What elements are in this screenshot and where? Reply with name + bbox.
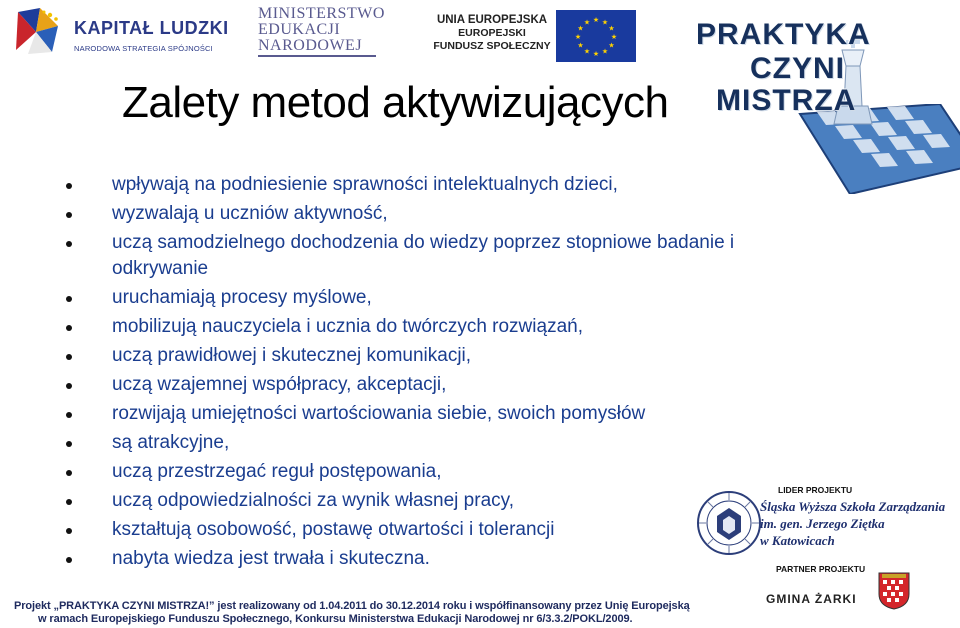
lider-university-name [760,498,945,549]
bullet-item [0,230,792,282]
bullet-list [0,172,792,575]
gmina-coat-of-arms-icon [878,572,910,610]
svg-text:★: ★ [577,41,584,50]
kapital-ludzki-title: KAPITAŁ LUDZKI [74,18,229,38]
ministerstwo-line1: MINISTERSTWO [258,5,385,22]
unia-line1: UNIA EUROPEJSKA [436,14,548,26]
lider-name-line2: im. gen. Jerzego Ziętka [760,516,885,531]
lider-projektu-label: LIDER PROJEKTU [778,485,853,495]
bullet-text: kształtują osobowość, postawę otwartości i tolerancji [112,519,555,540]
ministerstwo-edukacji-logo [258,6,398,60]
bullet-text: uczą samodzielnego dochodzenia do wiedzy poprzez stopniowe badanie i odkrywanie [112,232,735,279]
bullet-dot-icon [66,241,72,247]
bullet-text: uczą wzajemnej współpracy, akceptacji, [112,374,447,395]
bullet-item [0,459,792,485]
svg-text:★: ★ [583,18,591,27]
unia-line2: EUROPEJSKI [458,27,526,39]
bullet-dot-icon [66,183,72,189]
eu-flag-icon [556,10,636,62]
bullet-text: nabyta wiedza jest trwała i skuteczna. [112,548,430,569]
kapital-ludzki-mark-icon [14,6,64,56]
lider-name-line1: Śląska Wyższa Szkoła Zarządzania [760,499,946,514]
czyni-word: CZYNI [750,52,845,85]
gmina-zarki-name: GMINA ŻARKI [766,592,857,606]
svg-text:★: ★ [583,47,591,56]
svg-text:★: ★ [592,16,600,24]
bullet-dot-icon [66,528,72,534]
lider-name-line3: w Katowicach [760,533,835,548]
bullet-text: uczą odpowiedzialności za wynik własnej pracy, [112,490,515,511]
footer-project-line: Projekt „PRAKTYKA CZYNI MISTRZA!” jest realizowany od 1.04.2011 do 30.12.2014 roku i współfinansowany przez Unię Europejską [14,600,690,612]
praktyka-czyni-mistrza-logo [690,18,960,188]
bullet-dot-icon [66,212,72,218]
unia-europejska-text [432,14,552,58]
bullet-item [0,488,792,514]
bullet-dot-icon [66,354,72,360]
bullet-item [0,546,792,572]
bullet-text: mobilizują nauczyciela i ucznia do twórczych rozwiązań, [112,316,583,337]
bullet-dot-icon [66,383,72,389]
bullet-text: wyzwalają u uczniów aktywność, [112,203,388,224]
svg-text:★: ★ [574,33,582,41]
unia-line3: FUNDUSZ SPOŁECZNY [433,40,551,52]
bullet-dot-icon [66,441,72,447]
bullet-dot-icon [66,296,72,302]
bullet-item [0,285,792,311]
bullet-item [0,314,792,340]
bullet-text: uruchamiają procesy myślowe, [112,287,372,308]
bullet-dot-icon [66,470,72,476]
bullet-item [0,430,792,456]
bullet-text: są atrakcyjne, [112,432,230,453]
kapital-ludzki-subtitle: NARODOWA STRATEGIA SPÓJNOŚCI [74,44,213,53]
bullet-text: uczą przestrzegać reguł postępowania, [112,461,442,482]
mistrza-word: MISTRZA [716,84,857,117]
bullet-dot-icon [66,557,72,563]
bullet-item [0,201,792,227]
bullet-item [0,401,792,427]
footer-funding-line: w ramach Europejskiego Funduszu Społecznego, Konkursu Ministerstwa Edukacji Narodowej nr 6/3.3.2/POKL/2009. [38,613,633,625]
university-seal-icon [696,490,762,556]
svg-text:★: ★ [601,47,609,56]
slide-title: Zalety metod aktywizujących [122,78,669,127]
bullet-dot-icon [66,412,72,418]
svg-text:★: ★ [608,41,615,50]
svg-text:★: ★ [610,33,618,41]
ministerstwo-line2: EDUKACJI [258,21,341,38]
svg-text:★: ★ [592,50,600,58]
bullet-item [0,172,792,198]
bullet-item [0,517,792,543]
svg-text:★: ★ [577,24,584,33]
svg-text:★: ★ [608,24,615,33]
bullet-text: uczą prawidłowej i skutecznej komunikacji, [112,345,472,366]
ministerstwo-underline [258,55,376,57]
bullet-text: wpływają na podniesienie sprawności intelektualnych dzieci, [112,174,618,195]
bullet-dot-icon [66,325,72,331]
kapital-ludzki-logo [14,6,229,62]
svg-text:★: ★ [601,18,609,27]
ministerstwo-line3: NARODOWEJ [258,37,363,54]
bullet-text: rozwijają umiejętności wartościowania siebie, swoich pomysłów [112,403,646,424]
partner-projektu-label: PARTNER PROJEKTU [776,564,866,574]
bullet-item [0,372,792,398]
bullet-item [0,343,792,369]
bullet-dot-icon [66,499,72,505]
praktyka-word: PRAKTYKA [696,18,871,51]
